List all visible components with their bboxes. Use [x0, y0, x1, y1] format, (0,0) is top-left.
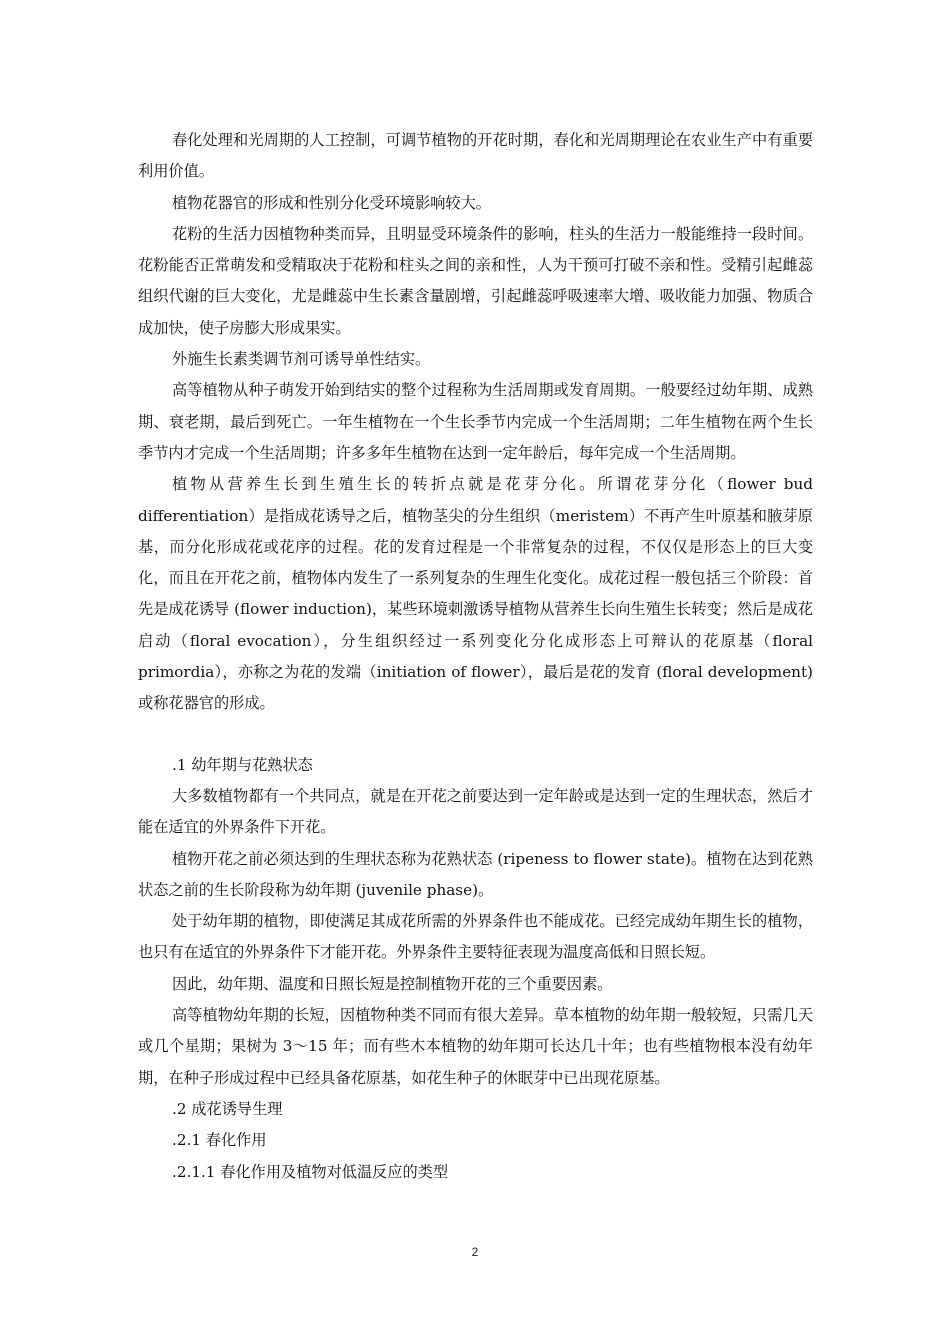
body-paragraph: 植物花器官的形成和性别分化受环境影响较大。 [172, 193, 491, 212]
section-heading: .2.1.1 春化作用及植物对低温反应的类型 [172, 1162, 449, 1181]
document-body [138, 125, 813, 1188]
body-paragraph: 外施生长素类调节剂可诱导单性结实。 [172, 350, 431, 369]
section-heading: .2 成花诱导生理 [172, 1099, 283, 1118]
section-heading: .1 幼年期与花熟状态 [172, 755, 313, 774]
body-paragraph: 大多数植物都有一个共同点，就是在开花之前要达到一定年龄或是达到一定的生理状态，然后才能在适宜的外界条件下开花。 [138, 786, 813, 837]
body-paragraph: 高等植物从种子萌发开始到结实的整个过程称为生活周期或发育周期。一般要经过幼年期、成熟期、衰老期，最后到死亡。一年生植物在一个生长季节内完成一个生活周期；二年生植物在两个生长季节内才完成一个生活周期；许多多年生植物在达到一定年龄后，每年完成一个生活周期。 [138, 381, 813, 462]
body-paragraph: 花粉的生活力因植物种类而异，且明显受环境条件的影响，柱头的生活力一般能维持一段时间。花粉能否正常萌发和受精取决于花粉和柱头之间的亲和性，人为干预可打破不亲和性。受精引起雌蕊组织代谢的巨大变化，尤是雌蕊中生长素含量剧增，引起雌蕊呼吸速率大增、吸收能力加强、物质合成加快，使子房膨大形成果实。 [138, 224, 813, 337]
body-paragraph: 因此，幼年期、温度和日照长短是控制植物开花的三个重要因素。 [172, 974, 613, 993]
body-paragraph: 植物从营养生长到生殖生长的转折点就是花芽分化。所谓花芽分化（flower bud differentiation）是指成花诱导之后，植物茎尖的分生组织（meristem）不再产生叶原基和腋芽原基，而分化形成花或花序的过程。花的发育过程是一个非常复杂的过程，不仅仅是形态上的巨大变化，而且在开花之前，植物体内发生了一系列复杂的生理生化变化。成花过程一般包括三个阶段：首先是成花诱导 (flower induction)，某些环境刺激诱导植物从营养生长向生殖生长转变；然后是成花启动（floral evocation），分生组织经过一系列变化分化成形态上可辩认的花原基（floral primordia），亦称之为花的发端（initiation of flower），最后是花的发育 (floral development)或称花器官的形成。 [138, 475, 813, 713]
body-paragraph: 春化处理和光周期的人工控制，可调节植物的开花时期，春化和光周期理论在农业生产中有重要利用价值。 [138, 131, 813, 181]
body-paragraph: 处于幼年期的植物，即使满足其成花所需的外界条件也不能成花。已经完成幼年期生长的植物，也只有在适宜的外界条件下才能开花。外界条件主要特征表现为温度高低和日照长短。 [138, 912, 813, 962]
spacer [138, 720, 813, 750]
body-paragraph: 高等植物幼年期的长短，因植物种类不同而有很大差异。草本植物的幼年期一般较短，只需几天或几个星期；果树为 3～15 年；而有些木本植物的幼年期可长达几十年；也有些植物根本没有幼年期，在种子形成过程中已经具备花原基，如花生种子的休眠芽中已出现花原基。 [138, 1006, 813, 1087]
section-heading: .2.1 春化作用 [172, 1131, 267, 1150]
body-paragraph: 植物开花之前必须达到的生理状态称为花熟状态 (ripeness to flower state)。植物在达到花熟状态之前的生长阶段称为幼年期 (juvenile phase)。 [138, 849, 813, 899]
page-number: 2 [471, 1245, 479, 1259]
